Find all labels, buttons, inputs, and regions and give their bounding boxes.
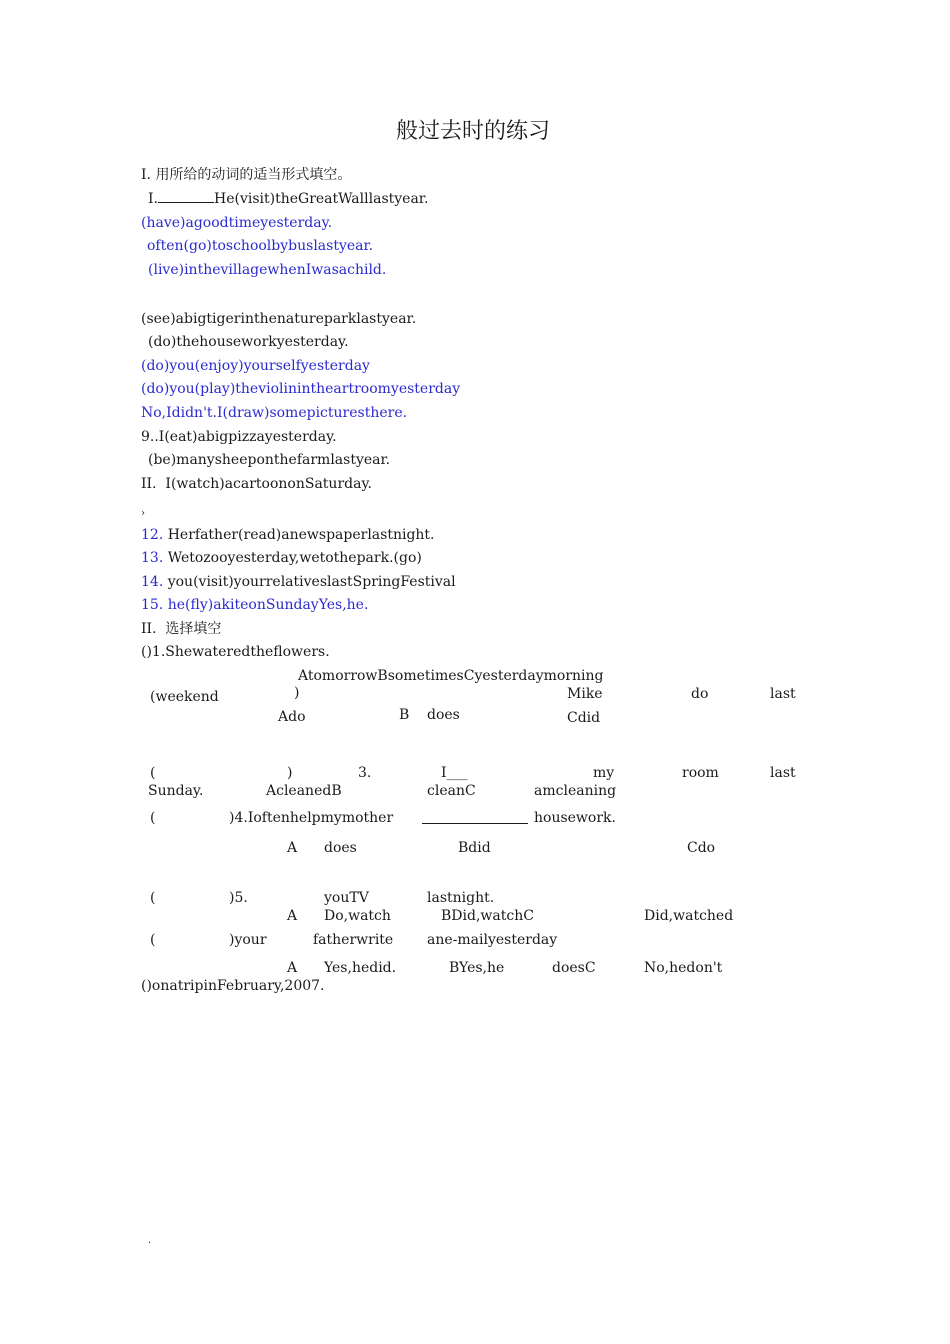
choice-3-sunday: Sunday. xyxy=(148,783,204,799)
question-12-text: Herfather(read)anewspaperlastnight. xyxy=(167,527,435,543)
choice-5-option-b: BDid,watchC xyxy=(441,908,534,924)
choice-3-close-paren: ) xyxy=(287,765,293,781)
choice-6-option-a: Yes,hedid. xyxy=(324,960,397,976)
question-6: (do)thehouseworkyesterday. xyxy=(148,334,349,350)
choice-5-open-paren: ( xyxy=(150,890,156,906)
answer-blank[interactable] xyxy=(158,190,214,203)
choice-6-open-paren: ( xyxy=(150,932,156,948)
question-1 xyxy=(148,190,428,208)
choice-2-mike: Mike xyxy=(567,686,603,702)
choice-6-option-b2: doesC xyxy=(552,960,596,976)
choice-3-option-c: amcleaning xyxy=(534,783,617,799)
choice-6-father: fatherwrite xyxy=(313,932,394,948)
question-2: (have)agoodtimeyesterday. xyxy=(141,215,333,231)
choice-4-end: housework. xyxy=(534,810,616,826)
question-13-text: Wetozooyesterday,wetothepark.(go) xyxy=(167,550,422,566)
choice-2-close-paren: ) xyxy=(294,685,300,701)
choice-5-time: lastnight. xyxy=(427,890,495,906)
question-15-text: he(fly)akiteonSundayYes,he. xyxy=(167,597,369,613)
section2-heading-text: 选择填空 xyxy=(165,621,222,637)
choice-6-option-b: BYes,he xyxy=(449,960,505,976)
section1-heading xyxy=(141,166,351,184)
choice-2-option-b-label: B xyxy=(399,707,410,723)
choice-5-subject: youTV xyxy=(324,890,369,906)
footer-dot: . xyxy=(148,1235,152,1246)
question-11-num: II. xyxy=(141,476,157,492)
question-12-num: 12. xyxy=(141,527,164,543)
choice-3-last: last xyxy=(770,765,796,781)
choice-5-num: )5. xyxy=(229,890,248,906)
question-11-text: I(watch)acartoononSaturday. xyxy=(165,476,372,492)
question-8-answer: No,Ididn't.I(draw)somepicturesthere. xyxy=(141,405,408,421)
question-4: (live)inthevillagewhenIwasachild. xyxy=(148,262,387,278)
section1-heading-num: I. xyxy=(141,167,151,183)
question-15 xyxy=(141,596,368,614)
question-5: (see)abigtigerinthenatureparklastyear. xyxy=(141,311,417,327)
stray-mark: › xyxy=(141,508,145,519)
choice-3-my: my xyxy=(593,765,615,781)
choice-3-num: 3. xyxy=(358,765,372,781)
choice-4-option-c: Cdo xyxy=(687,840,716,856)
section2-heading xyxy=(141,620,221,638)
choice-3-open-paren: ( xyxy=(150,765,156,781)
choice-5-option-a-label: A xyxy=(287,908,298,924)
question-1-num: I. xyxy=(148,191,158,207)
choice-6-your: )your xyxy=(229,932,267,948)
question-15-num: 15. xyxy=(141,597,164,613)
question-3: often(go)toschoolbybuslastyear. xyxy=(147,238,374,254)
choice-4-option-a: does xyxy=(324,840,357,856)
choice-6-option-c: No,hedon't xyxy=(644,960,723,976)
choice-5-option-c: Did,watched xyxy=(644,908,734,924)
choice-2-option-c: Cdid xyxy=(567,710,601,726)
question-7: (do)you(enjoy)yourselfyesterday xyxy=(141,358,370,374)
choice-1-options: AtomorrowBsometimesCyesterdaymorning xyxy=(298,668,604,684)
choice-2-weekend: (weekend xyxy=(150,689,219,705)
question-14-text: you(visit)yourrelativeslastSpringFestival xyxy=(167,574,456,590)
choice-2-option-a: Ado xyxy=(278,709,306,725)
section2-heading-num: II. xyxy=(141,621,157,637)
question-13 xyxy=(141,549,422,567)
question-13-num: 13. xyxy=(141,550,164,566)
choice-5-option-a: Do,watch xyxy=(324,908,391,924)
question-14 xyxy=(141,573,456,591)
choice-1: ()1.Shewateredtheflowers. xyxy=(141,644,330,660)
choice-4-option-a-label: A xyxy=(287,840,298,856)
question-14-num: 14. xyxy=(141,574,164,590)
question-1-text: He(visit)theGreatWalllastyear. xyxy=(213,191,429,207)
choice-3-option-b: cleanC xyxy=(427,783,476,799)
question-12 xyxy=(141,526,435,544)
choice-3-room: room xyxy=(682,765,719,781)
choice-7: ()onatripinFebruary,2007. xyxy=(141,978,325,994)
choice-3-subject: I___ xyxy=(441,765,468,781)
question-11 xyxy=(141,475,372,493)
choice-3-option-a: AcleanedB xyxy=(266,783,342,799)
question-8: (do)you(play)theviolinintheartroomyesterday xyxy=(141,381,461,397)
question-10: (be)manysheeponthefarmlastyear. xyxy=(148,452,391,468)
choice-4-text: )4.Ioftenhelpmymother xyxy=(229,810,394,826)
question-9: 9..I(eat)abigpizzayesterday. xyxy=(141,429,337,445)
choice-4-open-paren: ( xyxy=(150,810,156,826)
choice-2-do: do xyxy=(691,686,709,702)
choice-6-option-a-label: A xyxy=(287,960,298,976)
choice-2-option-b: does xyxy=(427,707,460,723)
choice-6-email: ane-mailyesterday xyxy=(427,932,558,948)
choice-4-answer-blank[interactable] xyxy=(422,823,528,824)
section1-heading-text: 用所给的动词的适当形式填空。 xyxy=(155,167,352,183)
page-title: 般过去时的练习 xyxy=(396,119,551,144)
choice-4-option-b: Bdid xyxy=(458,840,491,856)
choice-2-last: last xyxy=(770,686,796,702)
